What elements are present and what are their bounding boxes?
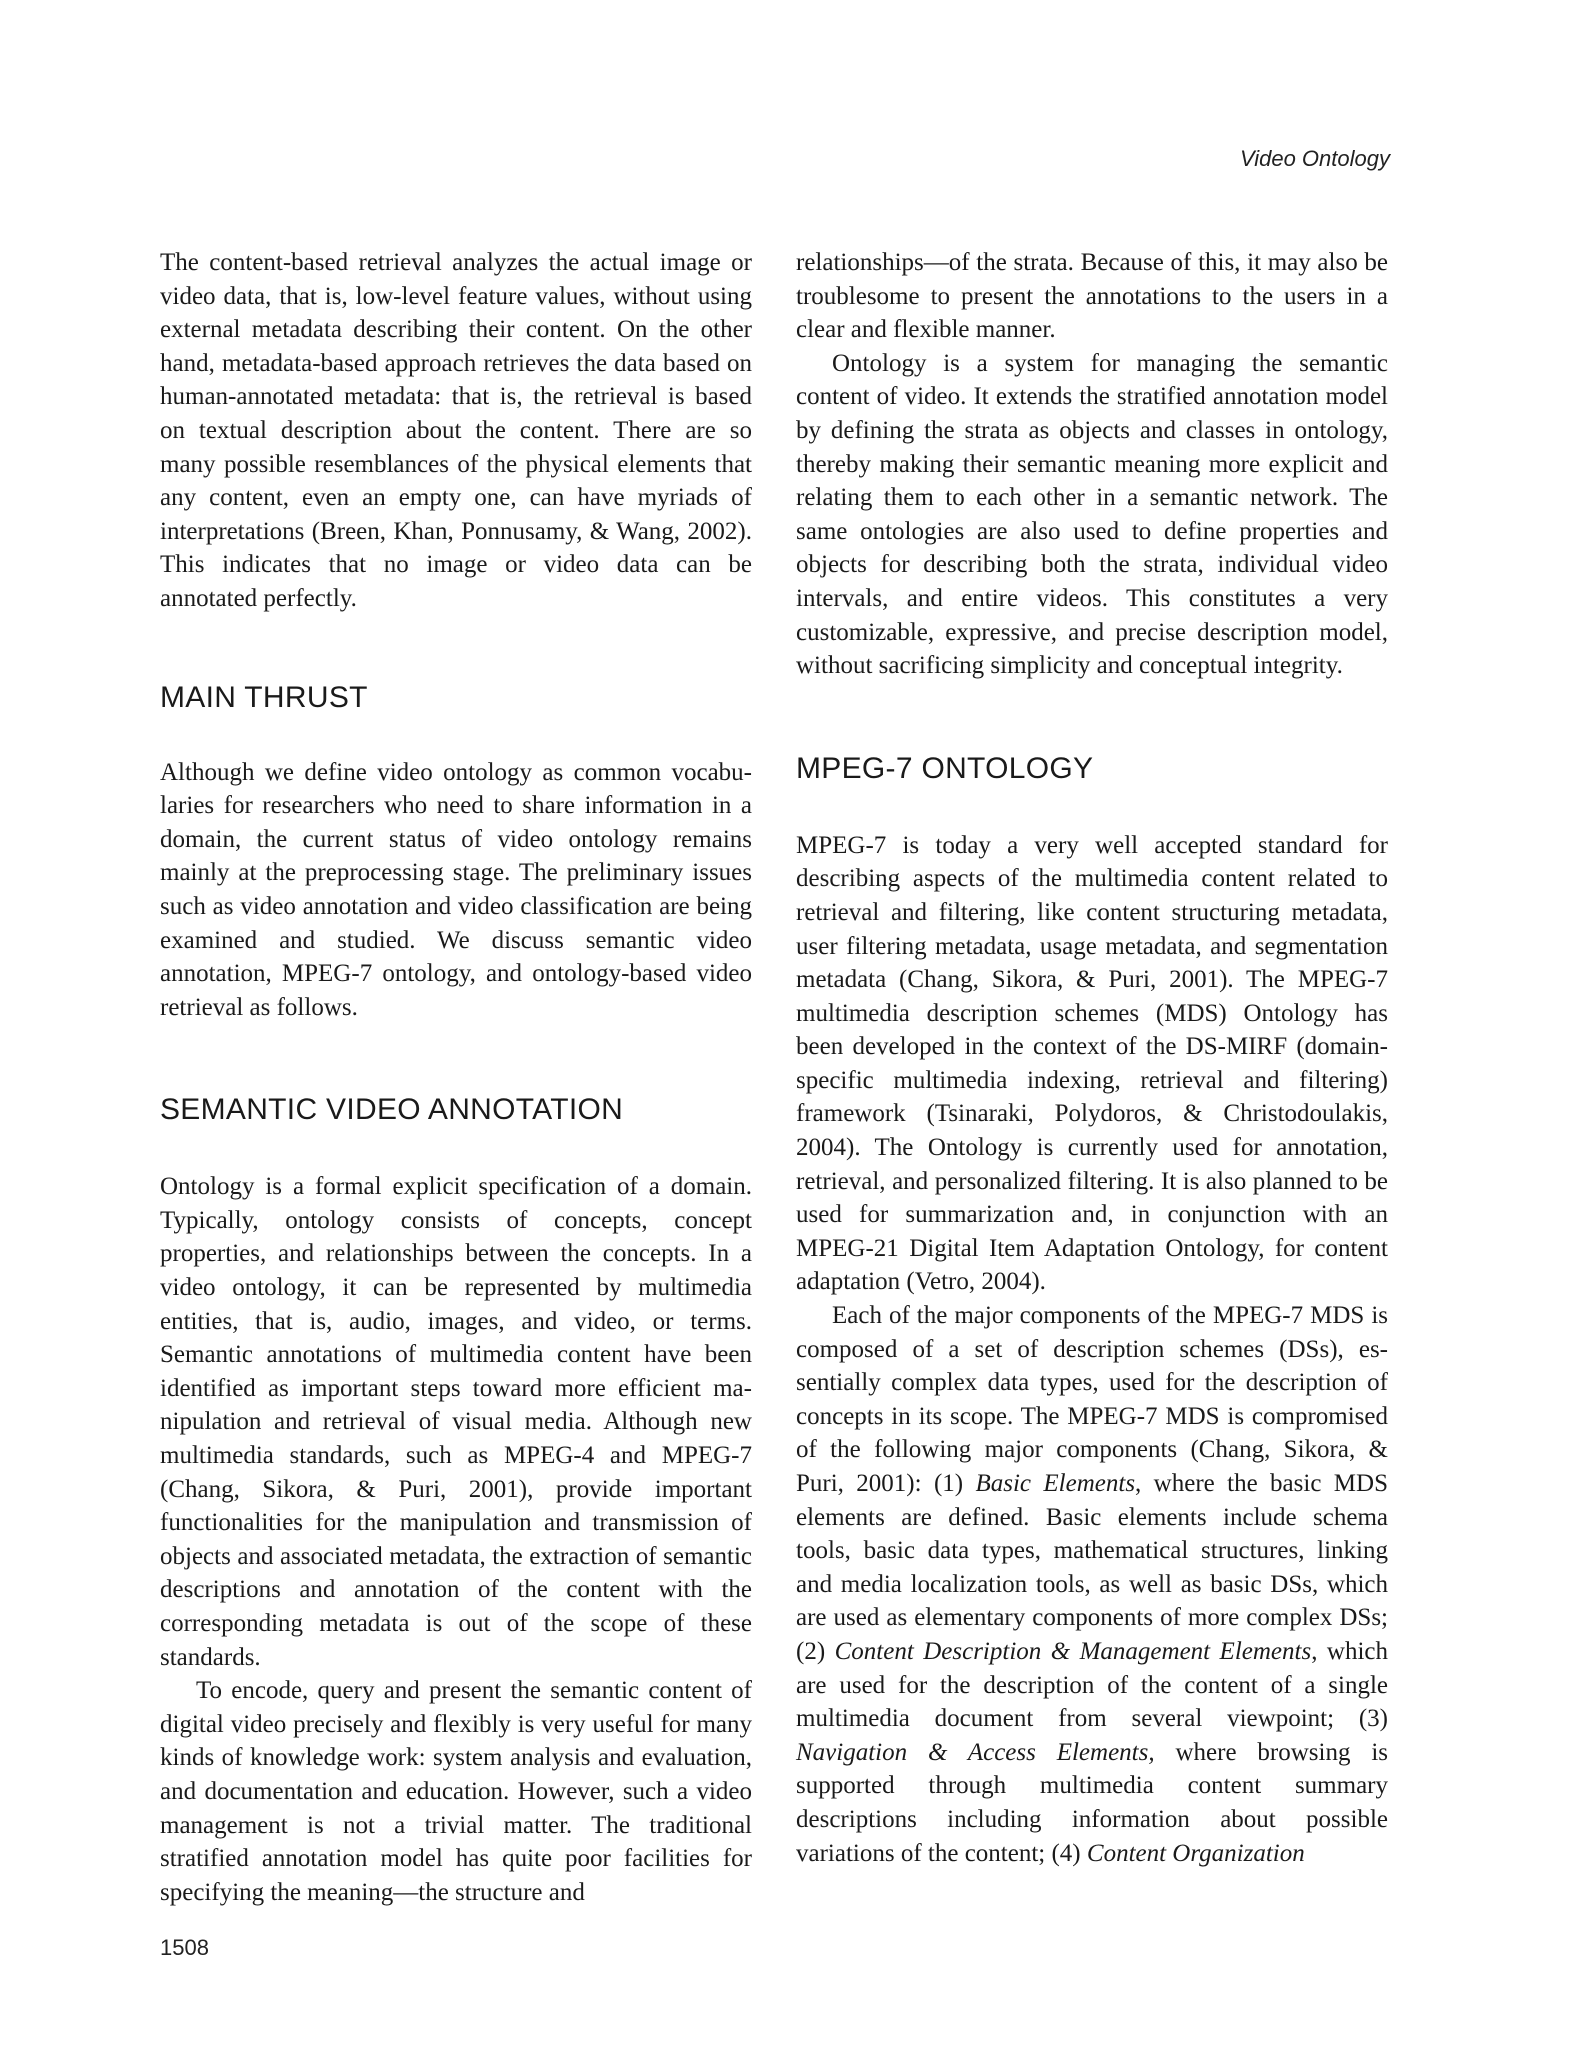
mpeg7-text-d: where browsing is supported through multimedia content summary descriptions including information about possible variations of the content; (4) — [796, 1738, 1388, 1867]
continued-paragraph: relationships—of the strata. Because of this, it may also be troublesome to present the annotations to the users in a clear and flexible manner. — [796, 249, 1388, 344]
mpeg7-text-c: , which are used for the description of the content of a single multimedia document from several viewpoint; (3) — [796, 1637, 1388, 1733]
content-description-term: Content Description & Management Elements — [834, 1637, 1312, 1665]
intro-paragraph: The content-based retrieval analyzes the actual image or video data, that is, low-level feature values, without using external metadata describing their content. On the other hand, metadata-based approach retrieves the data based on human-annotated metadata: that is, the retrieval is based on textual description about the content. There are so many possible resemblances of the physical elements that any content, even an empty one, can have myriads of interpretations (Breen, Khan, Ponnusamy, & Wang, 2002). This indicates that no image or video data can be annotated perfectly. — [160, 249, 752, 612]
mpeg7-paragraph-1: MPEG-7 is today a very well accepted standard for describing aspects of the multimedia content related to retrieval and filtering, like content structuring metadata, user filtering metadata, usage metadata, and segmentation metadata (Chang, Sikora, & Puri, 2001). The MPEG-7 multimedia description schemes (MDS) Ontology has been developed in the context of the DS-MIRF (domain-specific multimedia indexing, retrieval and filtering) framework (Tsinaraki, Polydoros, & Christodoulakis, 2004). The Ontology is currently used for annotation, retrieval, and personalized filtering. It is also planned to be used for summarization and, in conjunction with an MPEG-21 Digital Item Adaptation Ontology, for content adaptation (Vetro, 2004). — [796, 831, 1388, 1296]
mpeg7-paragraph-2 — [796, 1299, 1388, 1870]
navigation-access-term: Navigation & Access Elements, — [796, 1738, 1155, 1766]
content-organization-term: Content Organization — [1086, 1839, 1305, 1867]
annotation-paragraph-1: Ontology is a formal explicit specification of a domain. Typically, ontology consists of concepts, concept properties, and relationships between the concepts. In a video ontology, it can be represented by multimedia entities, that is, audio, images, and video, or terms. Semantic annotations of multimedia content have been identified as important steps toward more efficient manipulation and retrieval of visual media. Although new multimedia standards, such as MPEG-4 and MPEG-7 (Chang, Sikora, & Puri, 2001), provide important functionalities for the manipulation and transmission of objects and associated metadata, the extraction of semantic descriptions and annotation of the content with the corresponding metadata is out of the scope of these standards. — [160, 1173, 752, 1671]
page-number: 1508 — [160, 1935, 209, 1960]
ontology-system-paragraph: Ontology is a system for managing the semantic content of video. It extends the stratified annotation model by defining the strata as objects and classes in ontology, thereby making their semantic meaning more explicit and relating them to each other in a semantic network. The same ontologies are also used to define properties and objects for describing both the strata, individual video intervals, and entire videos. This constitutes a very customizable, expressive, and precise description model, without sacrificing simplicity and conceptual integrity. — [796, 349, 1388, 680]
annotation-paragraph-2: To encode, query and present the semantic content of digital video precisely and flexibly is very useful for many kinds of knowledge work: system analysis and evaluation, and documentation and education. However, such a video management is not a trivial matter. The traditional stratified annotation model has quite poor facilities for specifying the meaning—the structure and — [160, 1677, 752, 1906]
left-column — [160, 246, 752, 1909]
semantic-video-annotation-heading: SEMANTIC VIDEO ANNOTATION — [160, 1093, 624, 1127]
mpeg7-text-b: , where the basic MDS elements are defined. Basic elements include schema tools, basic data types, mathematical structures, linking and media localization tools, as well as basic DSs, which are used as elementary components of more complex DSs; (2) — [796, 1470, 1388, 1665]
mpeg7-ontology-heading: MPEG-7 ONTOLOGY — [796, 751, 1094, 785]
main-thrust-paragraph: Although we define video ontology as common vocabularies for researchers who need to share information in a domain, the current status of video ontology remains mainly at the preprocessing stage. The preliminary issues such as video annotation and video classification are being examined and studied. We discuss semantic video annotation, MPEG-7 ontology, and ontology-based video retrieval as follows. — [160, 758, 752, 1021]
mpeg7-text-a: Each of the major components of the MPEG-7 MDS is composed of a set of description schemes (DSs), essentially complex data types, used for the description of concepts in its scope. The MPEG-7 MDS is compromised of the following major components (Chang, Sikora, & Puri, 2001): (1) — [796, 1302, 1388, 1497]
running-head: Video Ontology — [1239, 146, 1390, 171]
basic-elements-term: Basic Elements — [975, 1470, 1136, 1497]
right-column — [796, 246, 1388, 1870]
main-thrust-heading: MAIN THRUST — [160, 680, 368, 714]
